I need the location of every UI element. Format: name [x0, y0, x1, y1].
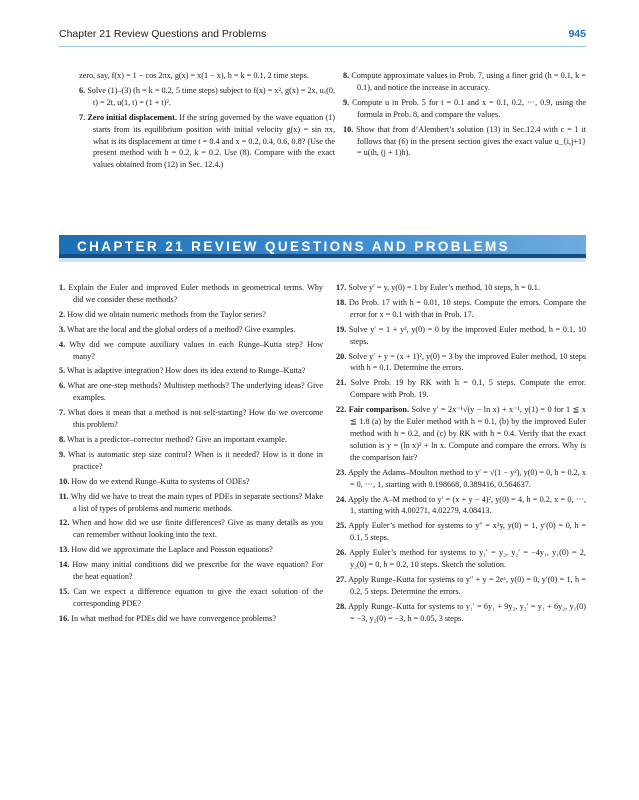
- question-text: When and how did we use finite differences? Give as many details as you can remember without looking into the text.: [71, 518, 323, 540]
- question-number: 16.: [59, 613, 70, 623]
- problem-number: 22.: [336, 405, 347, 415]
- problem-9-top: [343, 97, 586, 121]
- running-header-title: Chapter 21 Review Questions and Problems: [59, 28, 267, 40]
- question-text: Explain the Euler and improved Euler methods in geometrical terms. Why did we consider these methods?: [68, 283, 324, 304]
- problem-text: Solve y′ = y, y(0) = 1 by Euler’s method, 10 steps, h = 0.1.: [348, 283, 540, 292]
- problem-8-top: [343, 70, 586, 94]
- section-banner: [59, 235, 586, 258]
- problem-number: 19.: [336, 324, 347, 334]
- problem-text: Solve y′ = 1 + y², y(0) = 0 by the improved Euler method, h = 0.1, 10 steps.: [348, 324, 587, 346]
- problem-heading: Zero initial displacement.: [87, 112, 178, 122]
- question-number: 13.: [59, 545, 70, 555]
- question-item: [59, 586, 323, 610]
- problem-text: Solve Prob. 19 by RK with h = 0.1, 5 steps. Compute the error. Compare with Prob. 19.: [350, 378, 586, 400]
- problem-text: Apply Euler’s method for systems to y″ = x²y, y(0) = 1, y′(0) = 0, h = 0.1, 5 steps.: [348, 521, 586, 543]
- question-text: Why did we compute auxiliary values in each Runge–Kutta step? How many?: [69, 339, 323, 361]
- question-item: [59, 324, 323, 336]
- question-item: [59, 613, 323, 625]
- question-item: [59, 309, 323, 321]
- page-number: 945: [568, 28, 586, 40]
- problem-10-top: [343, 124, 586, 160]
- question-number: 6.: [59, 381, 66, 391]
- question-number: 5.: [59, 366, 66, 376]
- problem-text: Compute approximate values in Prob. 7, using a finer grid (h = 0.1, k = 0.1), and notice the increase in accuracy.: [351, 71, 586, 92]
- question-item: [59, 282, 323, 306]
- question-number: 11.: [59, 491, 69, 501]
- problem-item: [336, 324, 586, 348]
- question-text: What are the local and the global orders of a method? Give examples.: [67, 324, 296, 334]
- problem-number: 25.: [336, 521, 347, 531]
- question-text: How did we approximate the Laplace and Poisson equations?: [71, 545, 273, 555]
- question-number: 10.: [59, 476, 70, 486]
- problem-number: 9.: [343, 97, 350, 107]
- question-number: 12.: [59, 518, 70, 528]
- question-item: [59, 517, 323, 541]
- question-text: What is adaptive integration? How does its idea extend to Runge–Kutta?: [67, 366, 306, 376]
- question-text: How do we extend Runge–Kutta to systems of ODEs?: [71, 476, 250, 486]
- problem-item: [336, 377, 586, 401]
- problem-item: [336, 467, 586, 491]
- problem-item: [336, 494, 586, 518]
- question-number: 4.: [59, 339, 66, 349]
- question-item: [59, 544, 323, 556]
- question-number: 1.: [59, 283, 66, 292]
- problem-number: 21.: [336, 378, 347, 388]
- question-text: What does it mean that a method is not self-starting? How do we overcome this problem?: [67, 408, 323, 430]
- problem-text: Solve (1)–(3) (h = k = 0.2, 5 time steps) subject to f(x) = x², g(x) = 2x, uₓ(0, t) = 2t, u(1, t) = (1 + t)².: [87, 85, 336, 107]
- problem-item: [336, 547, 586, 571]
- problem-number: 24.: [336, 494, 347, 504]
- problem-item: [336, 520, 586, 544]
- problem-number: 27.: [336, 574, 347, 584]
- problem-heading: Fair comparison.: [348, 405, 409, 415]
- question-number: 3.: [59, 324, 66, 334]
- problem-number: 28.: [336, 601, 347, 611]
- question-text: What is a predictor–corrector method? Give an important example.: [67, 434, 287, 444]
- header-rule: [59, 46, 586, 47]
- problem-text: Apply the Adams–Moulton method to y′ = √(1 − y²), y(0) = 0, h = 0.2, x = 0, ···, 1, starting with 0.198668, 0.389416, 0.564637.: [347, 467, 586, 489]
- review-questions-column: [59, 282, 323, 628]
- question-text: Why did we have to treat the main types of PDEs in separate sections? Make a list of types of problems and numeric methods.: [70, 491, 324, 513]
- problem-6-top: [79, 85, 335, 109]
- problem-item: [336, 297, 586, 321]
- problem-text: Apply Runge–Kutta for systems to y″ + y = 2eˣ, y(0) = 0, y′(0) = 1, h = 0.2, 5 steps. Determine the errors.: [348, 574, 586, 596]
- review-problems-column: [336, 282, 586, 628]
- question-item: [59, 434, 323, 446]
- question-text: In what method for PDEs did we have convergence problems?: [71, 613, 276, 623]
- question-text: What is automatic step size control? When is it needed? How is it done in practice?: [68, 449, 323, 471]
- question-item: [59, 407, 323, 431]
- question-number: 8.: [59, 434, 66, 444]
- question-number: 7.: [59, 408, 66, 418]
- problem-text: If the string governed by the wave equation (1) starts from its equilibrium position with initial velocity g(x) = sin πx, what is its displacement at time t = 0.4 and x = 0.2, 0.4, 0.6, 0.8? (Use the present method with h = 0.2, k = 0.2. Use (8). Compare with the exact values obtained from (12) in Sec. 12.4.): [93, 112, 335, 170]
- question-item: [59, 449, 323, 473]
- top-left-lead: zero, say, f(x) = 1 − cos 2πx, g(x) = x(1 − x), h = k = 0.1, 2 time steps.: [79, 71, 309, 80]
- problem-number: 20.: [336, 351, 347, 361]
- problem-text: Show that from d’Alembert’s solution (13) in Sec.12.4 with c = 1 it follows that (6) in the present section gives the exact value u_{i,j+1} = u(ih, (j + 1)h).: [356, 124, 587, 158]
- question-number: 2.: [59, 309, 66, 319]
- problem-text: Compute u in Prob. 5 for t = 0.1 and x = 0.1, 0.2, ···, 0.9, using the formula in Prob. 8, and compare the values.: [352, 97, 586, 119]
- top-left-column: [79, 70, 335, 174]
- problem-7-top: [79, 112, 335, 172]
- problem-text: Apply the A–M method to y′ = (x + y − 4)², y(0) = 4, h = 0.2, x = 0, ···, 1, starting with 4.00271, 4.02279, 4.08413.: [348, 494, 586, 516]
- problem-text: Solve y′ + y = (x + 1)², y(0) = 3 by the improved Euler method, 10 steps with h = 0.1. Determine the errors.: [348, 351, 587, 373]
- question-item: [59, 491, 323, 515]
- question-text: Can we expect a difference equation to give the exact solution of the corresponding PDE?: [73, 586, 324, 608]
- question-text: What are one-step methods? Multistep methods? The underlying ideas? Give examples.: [67, 381, 323, 403]
- question-text: How many initial conditions did we prescribe for the wave equation? For the heat equation?: [72, 560, 323, 582]
- section-title: CHAPTER 21 REVIEW QUESTIONS AND PROBLEMS: [77, 239, 511, 254]
- question-number: 15.: [59, 586, 70, 596]
- problem-item: [336, 404, 586, 464]
- problem-item: [336, 351, 586, 375]
- problem-number: 7.: [79, 112, 86, 122]
- problem-text: Solve y′ = 2x⁻¹√(y − ln x) + x⁻¹, y(1) = 0 for 1 ≦ x ≦ 1.8 (a) by the Euler method with h = 0.1, (b) by the improved Euler method with h = 0.2, and (c) by RK with h = 0.4. Verify that the exact solution is y = (ln x)² + ln x. Compute and compare the errors. Why is the comparison fair?: [350, 405, 587, 462]
- problem-number: 8.: [343, 71, 350, 80]
- problem-text: Apply Runge–Kutta for systems to y₁′ = 6y₁ + 9y₂, y₂′ = y₁ + 6y₂, y₁(0) = −3, y₂(0) = −3, h = 0.05, 3 steps.: [348, 601, 586, 623]
- question-item: [59, 380, 323, 404]
- question-text: How did we obtain numeric methods from the Taylor series?: [67, 309, 266, 319]
- problem-number: 6.: [79, 85, 86, 95]
- question-number: 14.: [59, 560, 70, 570]
- top-right-column: [343, 70, 586, 162]
- problem-number: 18.: [336, 297, 347, 307]
- section-banner-shadow: [59, 258, 586, 262]
- question-item: [59, 559, 323, 583]
- question-number: 9.: [59, 449, 66, 459]
- problem-text: Do Prob. 17 with h = 0.01, 10 steps. Compute the errors. Compare the error for x = 0.1 with that in Prob. 17.: [348, 297, 587, 319]
- question-item: [59, 339, 323, 363]
- problem-item: [336, 282, 586, 294]
- problem-number: 10.: [343, 124, 354, 134]
- problem-number: 23.: [336, 467, 347, 477]
- question-item: [59, 476, 323, 488]
- question-item: [59, 365, 323, 377]
- problem-item: [336, 601, 586, 625]
- problem-text: Apply Euler’s method for systems to y₁′ = y₂, y₂′ = −4y₁, y₁(0) = 2, y₂(0) = 0, h = 0.2, 10 steps. Sketch the solution.: [349, 548, 586, 570]
- problem-number: 26.: [336, 548, 347, 558]
- problem-item: [336, 574, 586, 598]
- problem-number: 17.: [336, 283, 347, 292]
